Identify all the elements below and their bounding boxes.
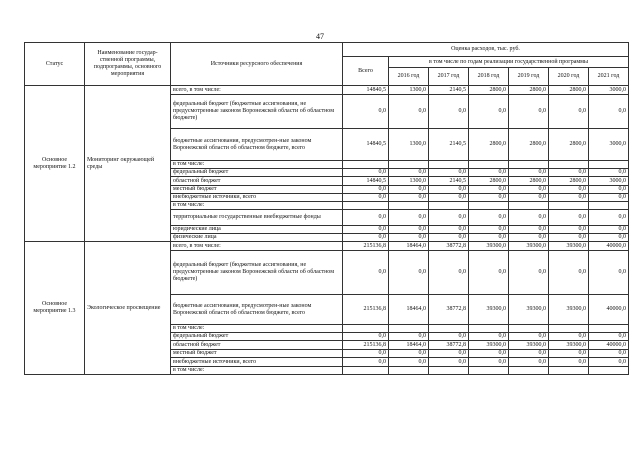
year-value: 0,0 (509, 251, 549, 295)
total-value (343, 161, 389, 169)
funding-source-label: физические лица (171, 234, 343, 242)
year-value: 0,0 (469, 234, 509, 242)
year-value: 1300,0 (389, 86, 429, 95)
year-value (389, 325, 429, 333)
year-value: 0,0 (389, 95, 429, 129)
page-number: 47 (316, 32, 324, 41)
by-years-header: в том числе по годам реализации государственной программы (389, 57, 629, 68)
year-value (509, 202, 549, 210)
total-header: Всего (343, 57, 389, 86)
year-value: 0,0 (429, 210, 469, 226)
year-value: 0,0 (509, 194, 549, 202)
year-value: 39300,0 (509, 295, 549, 325)
funding-source-label: областной бюджет (171, 177, 343, 186)
year-value: 0,0 (509, 95, 549, 129)
year-value: 0,0 (429, 169, 469, 177)
year-value: 0,0 (429, 194, 469, 202)
year-value: 0,0 (509, 350, 549, 358)
year-value: 0,0 (589, 95, 629, 129)
year-header: 2021 год (589, 68, 629, 86)
funding-source-label: в том числе: (171, 202, 343, 210)
year-value: 0,0 (429, 350, 469, 358)
year-value: 0,0 (429, 358, 469, 367)
year-value: 0,0 (549, 95, 589, 129)
funding-source-label: местный бюджет (171, 350, 343, 358)
year-value: 0,0 (509, 358, 549, 367)
funding-source-label: бюджетные ассигнования, предусмотрен-ные законом Воронежской области об областном бюджете, всего (171, 295, 343, 325)
funding-source-label: в том числе: (171, 325, 343, 333)
year-header: 2020 год (549, 68, 589, 86)
year-value: 39300,0 (509, 341, 549, 350)
year-value: 0,0 (469, 358, 509, 367)
year-value: 0,0 (469, 350, 509, 358)
year-value (549, 161, 589, 169)
year-header: 2019 год (509, 68, 549, 86)
table-header (25, 43, 629, 86)
year-value: 0,0 (509, 333, 549, 341)
year-value: 0,0 (549, 194, 589, 202)
funding-source-label: в том числе: (171, 161, 343, 169)
year-value: 0,0 (389, 169, 429, 177)
year-value: 39300,0 (549, 295, 589, 325)
funding-source-label: внебюджетные источники, всего (171, 194, 343, 202)
year-value (389, 161, 429, 169)
year-value (469, 202, 509, 210)
year-value: 40000,0 (589, 341, 629, 350)
total-value: 14840,5 (343, 177, 389, 186)
total-value: 0,0 (343, 194, 389, 202)
year-header: 2016 год (389, 68, 429, 86)
funding-source-label: всего, в том числе: (171, 242, 343, 251)
budget-table (24, 42, 629, 375)
activity-name: Мониторинг окружающей среды (85, 86, 171, 242)
funding-source-label: внебюджетные источники, всего (171, 358, 343, 367)
total-value: 0,0 (343, 333, 389, 341)
year-value: 0,0 (389, 234, 429, 242)
year-value: 0,0 (589, 358, 629, 367)
year-value: 0,0 (469, 333, 509, 341)
year-value: 39300,0 (469, 242, 509, 251)
year-value: 2800,0 (509, 86, 549, 95)
year-value: 0,0 (429, 251, 469, 295)
year-value: 39300,0 (509, 242, 549, 251)
year-value: 0,0 (549, 169, 589, 177)
year-value: 18464,0 (389, 341, 429, 350)
year-value: 0,0 (469, 169, 509, 177)
year-value (589, 367, 629, 375)
total-value: 14840,5 (343, 129, 389, 161)
year-value: 39300,0 (469, 341, 509, 350)
year-value (389, 202, 429, 210)
year-value (469, 367, 509, 375)
total-value: 215136,8 (343, 242, 389, 251)
year-value (549, 367, 589, 375)
year-value: 0,0 (589, 350, 629, 358)
year-value: 2800,0 (549, 177, 589, 186)
year-value: 2800,0 (469, 129, 509, 161)
year-value: 0,0 (549, 350, 589, 358)
year-value: 0,0 (549, 210, 589, 226)
total-value: 0,0 (343, 169, 389, 177)
year-value: 0,0 (429, 186, 469, 194)
year-value: 0,0 (509, 169, 549, 177)
activity-status: Основное мероприятие 1.2 (25, 86, 85, 242)
total-value: 215136,8 (343, 295, 389, 325)
year-value (469, 325, 509, 333)
year-value (589, 325, 629, 333)
total-value: 0,0 (343, 226, 389, 234)
year-value: 0,0 (389, 194, 429, 202)
funding-source-label: федеральный бюджет (бюджетные ассигнования, не предусмотренные законом Воронежской области об областном бюджете) (171, 95, 343, 129)
year-value (549, 325, 589, 333)
year-value (549, 202, 589, 210)
cost-estimate-header: Оценка расходов, тыс. руб. (343, 43, 629, 57)
year-value: 0,0 (429, 333, 469, 341)
funding-source-label: юридические лица (171, 226, 343, 234)
year-value: 0,0 (389, 251, 429, 295)
total-value (343, 202, 389, 210)
year-value: 3000,0 (589, 177, 629, 186)
activity-status: Основное мероприятие 1.3 (25, 242, 85, 375)
year-value: 0,0 (469, 186, 509, 194)
year-value (509, 325, 549, 333)
year-value: 0,0 (549, 358, 589, 367)
year-value: 0,0 (549, 186, 589, 194)
year-value (469, 161, 509, 169)
year-value: 0,0 (389, 333, 429, 341)
year-value: 1300,0 (389, 177, 429, 186)
year-value: 38772,8 (429, 242, 469, 251)
year-header: 2018 год (469, 68, 509, 86)
year-value: 0,0 (589, 226, 629, 234)
year-value: 0,0 (509, 226, 549, 234)
funding-source-label: федеральный бюджет (бюджетные ассигнования, не предусмотренные законом Воронежской области об областном бюджете) (171, 251, 343, 295)
program-name-header: Наименование государ-ственной программы, подпрограммы, основного мероприятия (85, 43, 171, 86)
funding-source-label: в том числе: (171, 367, 343, 375)
total-value: 0,0 (343, 251, 389, 295)
year-value: 2800,0 (469, 86, 509, 95)
year-value: 0,0 (469, 226, 509, 234)
year-value: 0,0 (429, 226, 469, 234)
funding-source-label: федеральный бюджет (171, 333, 343, 341)
year-value: 40000,0 (589, 295, 629, 325)
year-value: 0,0 (469, 194, 509, 202)
table-row (25, 242, 629, 251)
total-value: 0,0 (343, 358, 389, 367)
total-value (343, 325, 389, 333)
year-value: 0,0 (589, 169, 629, 177)
funding-source-label: местный бюджет (171, 186, 343, 194)
year-value: 0,0 (589, 186, 629, 194)
year-value: 0,0 (549, 333, 589, 341)
year-value: 0,0 (389, 350, 429, 358)
funding-source-label: территориальные государственные внебюджетные фонды (171, 210, 343, 226)
total-value: 0,0 (343, 186, 389, 194)
funding-source-label: всего, в том числе: (171, 86, 343, 95)
year-value: 0,0 (589, 251, 629, 295)
total-value: 0,0 (343, 350, 389, 358)
year-value (429, 161, 469, 169)
total-value: 14840,5 (343, 86, 389, 95)
year-value: 0,0 (389, 358, 429, 367)
year-value: 38772,8 (429, 295, 469, 325)
year-value: 2140,5 (429, 86, 469, 95)
year-value: 0,0 (589, 194, 629, 202)
year-header: 2017 год (429, 68, 469, 86)
year-value: 40000,0 (589, 242, 629, 251)
year-value (509, 161, 549, 169)
funding-sources-header: Источники ресурсного обеспечения (171, 43, 343, 86)
year-value: 2140,5 (429, 177, 469, 186)
year-value: 3000,0 (589, 86, 629, 95)
year-value: 0,0 (589, 210, 629, 226)
funding-source-label: бюджетные ассигнования, предусмотрен-ные законом Воронежской области об областном бюджете, всего (171, 129, 343, 161)
year-value (429, 367, 469, 375)
year-value: 39300,0 (549, 242, 589, 251)
year-value: 0,0 (549, 251, 589, 295)
total-value (343, 367, 389, 375)
year-value: 0,0 (509, 234, 549, 242)
year-value: 18464,0 (389, 295, 429, 325)
year-value: 0,0 (429, 234, 469, 242)
total-value: 0,0 (343, 95, 389, 129)
year-value: 0,0 (549, 234, 589, 242)
year-value (389, 367, 429, 375)
year-value: 0,0 (389, 210, 429, 226)
year-value: 2800,0 (509, 129, 549, 161)
year-value: 0,0 (509, 186, 549, 194)
year-value: 0,0 (469, 210, 509, 226)
total-value: 0,0 (343, 210, 389, 226)
year-value: 0,0 (389, 186, 429, 194)
year-value: 2140,5 (429, 129, 469, 161)
year-value: 2800,0 (549, 129, 589, 161)
year-value: 0,0 (589, 234, 629, 242)
year-value (589, 202, 629, 210)
year-value: 0,0 (389, 226, 429, 234)
year-value (589, 161, 629, 169)
year-value: 2800,0 (549, 86, 589, 95)
funding-source-label: федеральный бюджет (171, 169, 343, 177)
year-value: 2800,0 (509, 177, 549, 186)
year-value: 3000,0 (589, 129, 629, 161)
activity-name: Экологическое просвещение (85, 242, 171, 375)
year-value: 38772,8 (429, 341, 469, 350)
year-value (429, 325, 469, 333)
year-value: 1300,0 (389, 129, 429, 161)
year-value: 0,0 (549, 226, 589, 234)
year-value (429, 202, 469, 210)
status-header: Статус (25, 43, 85, 86)
year-value: 0,0 (509, 210, 549, 226)
year-value: 0,0 (589, 333, 629, 341)
year-value: 0,0 (469, 251, 509, 295)
year-value: 39300,0 (469, 295, 509, 325)
total-value: 215136,8 (343, 341, 389, 350)
year-value: 18464,0 (389, 242, 429, 251)
table-row (25, 86, 629, 95)
year-value: 39300,0 (549, 341, 589, 350)
year-value: 0,0 (429, 95, 469, 129)
year-value: 2800,0 (469, 177, 509, 186)
total-value: 0,0 (343, 234, 389, 242)
year-value (509, 367, 549, 375)
funding-source-label: областной бюджет (171, 341, 343, 350)
year-value: 0,0 (469, 95, 509, 129)
